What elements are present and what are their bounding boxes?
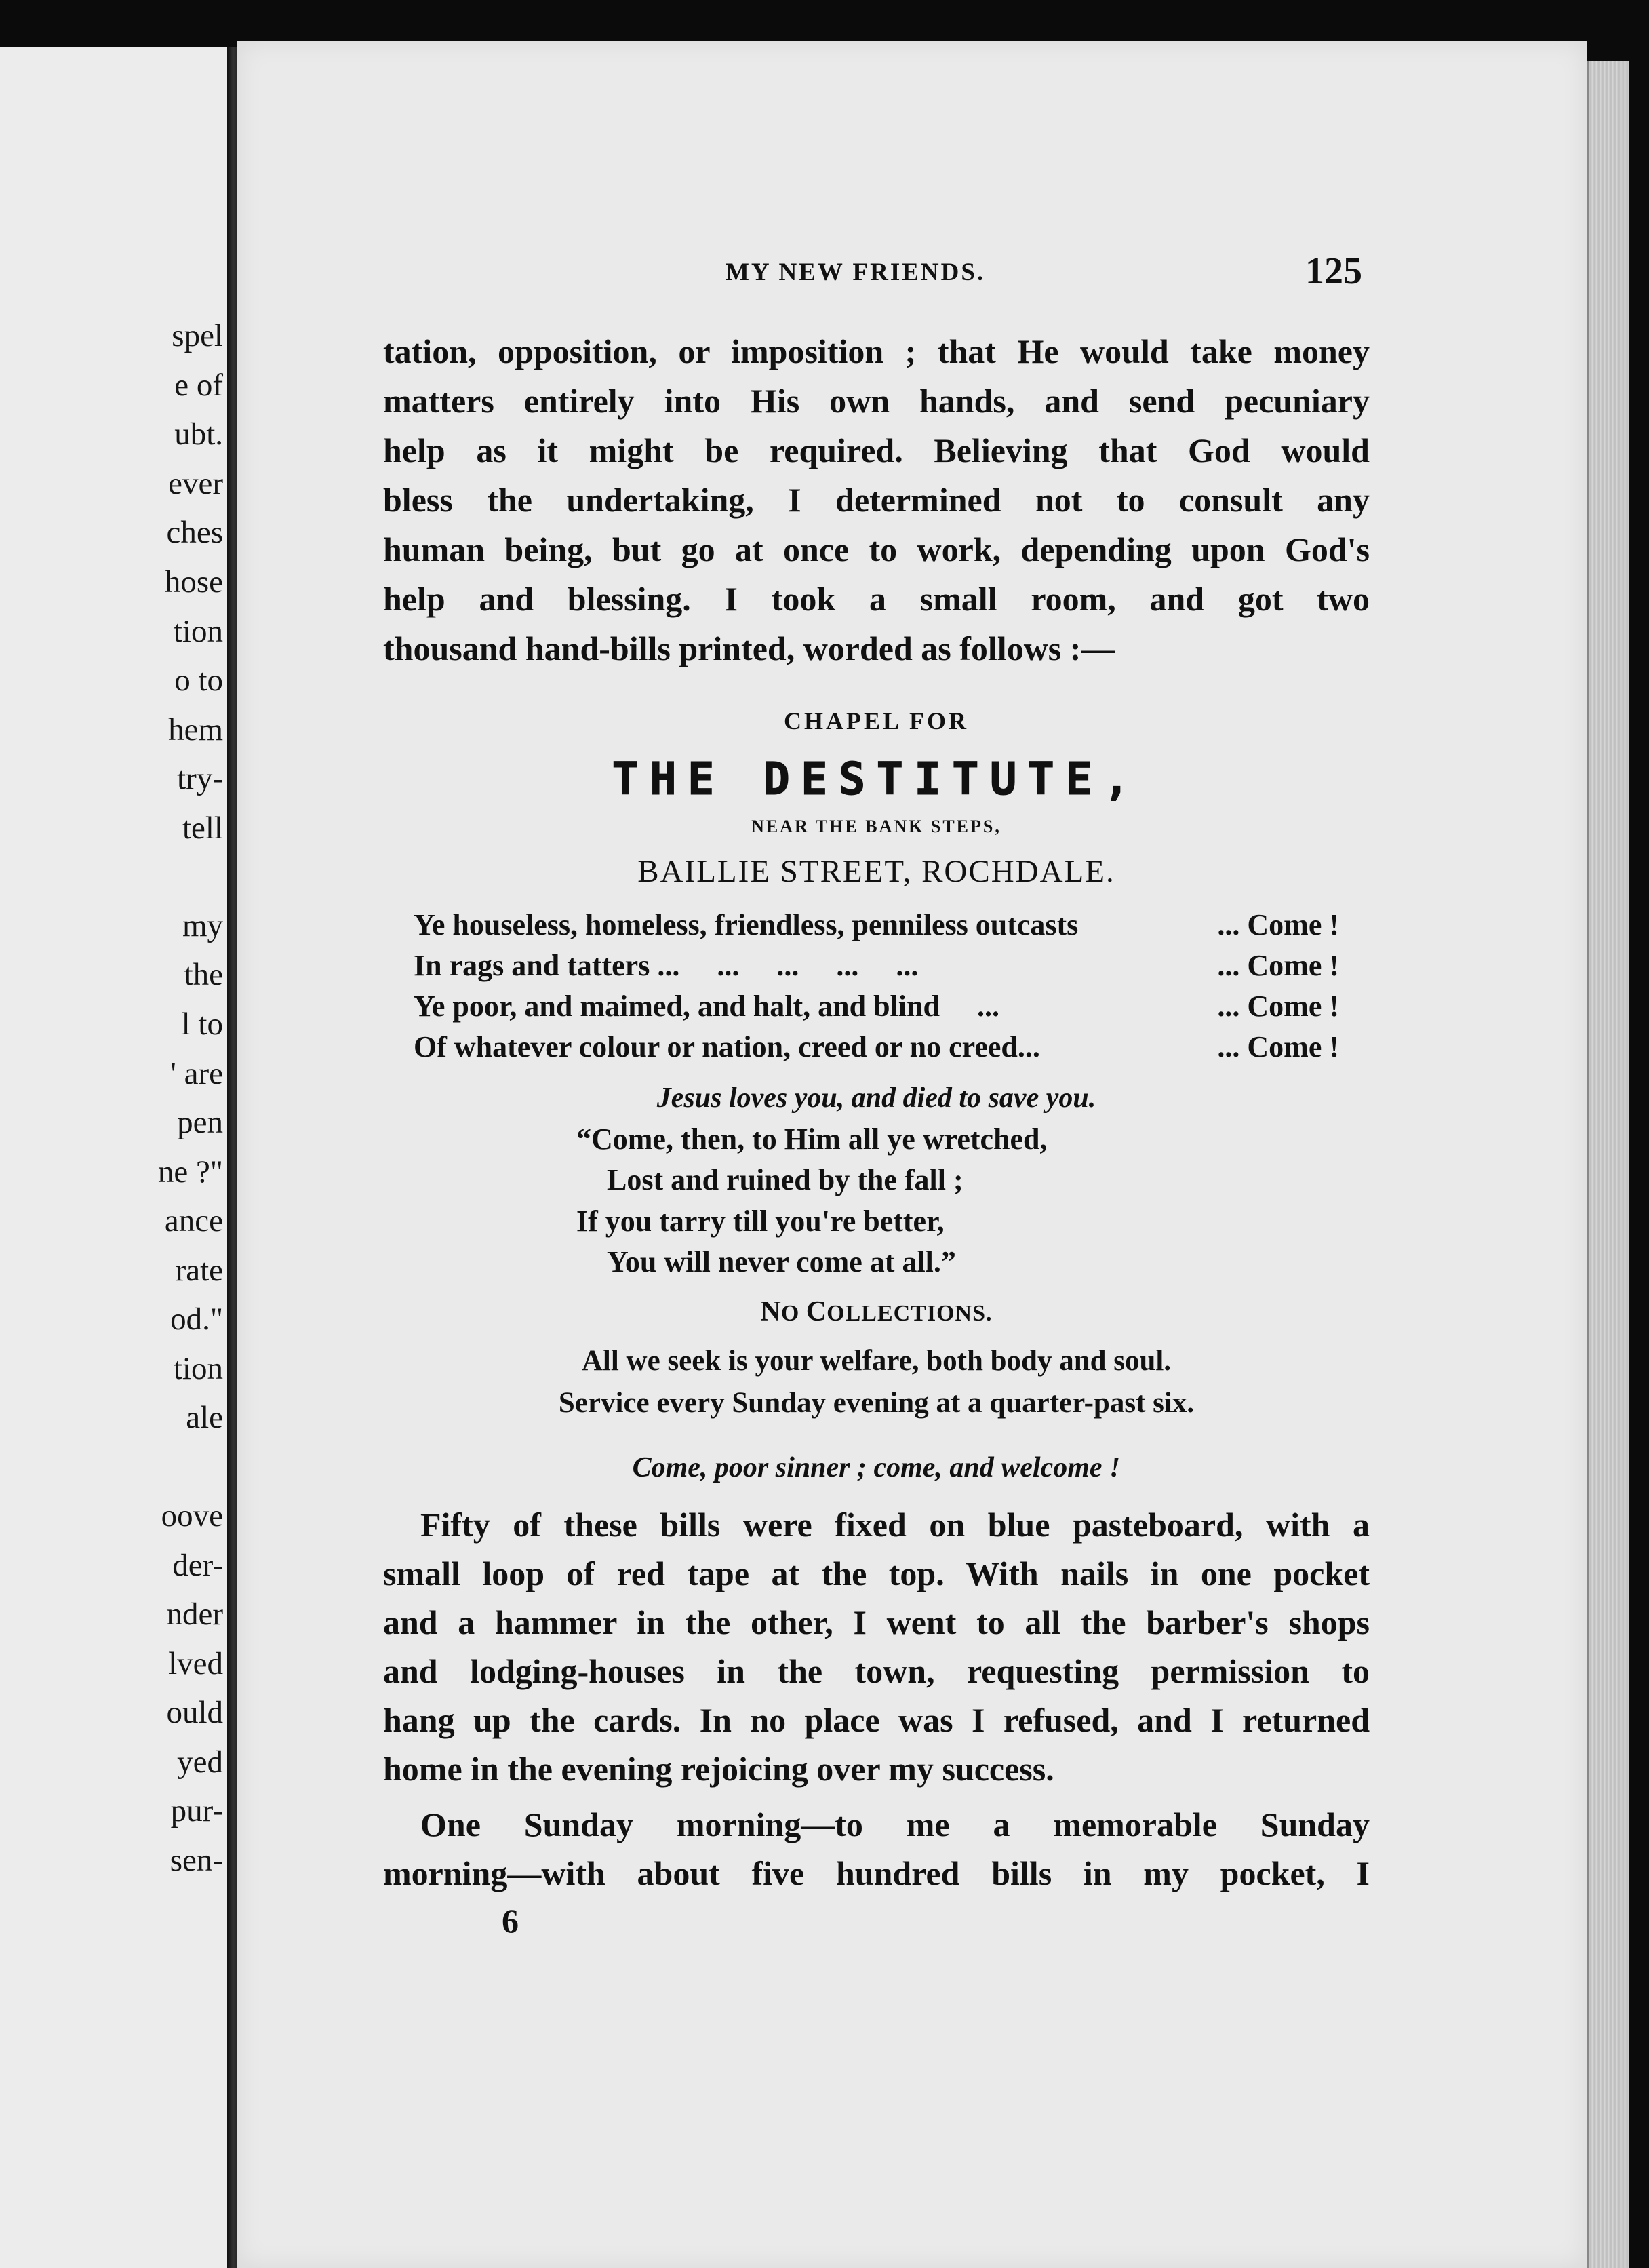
left-fragment: sen- bbox=[170, 1843, 223, 1878]
body-line: human being, but go at once to work, depending upon God's bbox=[383, 530, 1370, 568]
body-line: bless the undertaking, I determined not to consult any bbox=[383, 481, 1370, 519]
no-collections-part: N bbox=[760, 1296, 781, 1327]
left-fragment: my bbox=[182, 908, 223, 943]
body-line: matters entirely into His own hands, and send pecuniary bbox=[383, 382, 1370, 420]
left-fragment: rate bbox=[175, 1253, 223, 1288]
handbill-row-come: ... Come ! bbox=[1217, 1030, 1339, 1063]
handbill-row bbox=[414, 1030, 1339, 1064]
left-fragment: the bbox=[184, 957, 223, 992]
handbill-row-text: In rags and tatters ... ... ... ... ... bbox=[414, 949, 919, 982]
left-fragment: tion bbox=[173, 614, 223, 649]
body-line: One Sunday morning—to me a memorable Sunday bbox=[420, 1805, 1370, 1843]
body-line: home in the evening rejoicing over my success. bbox=[383, 1750, 1054, 1788]
handbill-street: BAILLIE STREET, ROCHDALE. bbox=[637, 854, 1115, 889]
hymn-line: Lost and ruined by the fall ; bbox=[607, 1163, 963, 1196]
left-fragment: ever bbox=[168, 466, 223, 501]
no-collections-part: O bbox=[780, 1301, 806, 1326]
running-head: MY NEW FRIENDS. bbox=[726, 258, 986, 286]
body-line: help and blessing. I took a small room, and got two bbox=[383, 580, 1370, 618]
body-line: tation, opposition, or imposition ; that He would take money bbox=[383, 332, 1370, 370]
page-number: 125 bbox=[1305, 250, 1362, 292]
handbill-service: Service every Sunday evening at a quarter-past six. bbox=[558, 1387, 1195, 1419]
left-fragment: e of bbox=[174, 368, 223, 403]
left-facing-page bbox=[0, 47, 231, 2268]
hymn-line: You will never come at all.” bbox=[607, 1245, 956, 1278]
left-fragment: hose bbox=[164, 564, 223, 600]
body-line: thousand hand-bills printed, worded as follows :— bbox=[383, 629, 1115, 667]
handbill-chapel-for: CHAPEL FOR bbox=[783, 707, 969, 735]
page-stack-edge bbox=[1587, 61, 1629, 2268]
signature-mark: 6 bbox=[502, 1902, 519, 1940]
body-line: help as it might be required. Believing that God would bbox=[383, 431, 1370, 469]
no-collections-part: OLLECTIONS. bbox=[827, 1301, 993, 1326]
left-fragment: o to bbox=[174, 663, 223, 698]
hymn-line: “Come, then, to Him all ye wretched, bbox=[576, 1122, 1048, 1156]
hymn-line: If you tarry till you're better, bbox=[576, 1205, 945, 1238]
left-fragment: ches bbox=[166, 515, 223, 550]
left-fragment: od." bbox=[170, 1302, 223, 1337]
body-line: and lodging-houses in the town, requesting permission to bbox=[383, 1652, 1370, 1690]
body-line: Fifty of these bills were fixed on blue pasteboard, with a bbox=[420, 1506, 1370, 1544]
handbill-title: THE DESTITUTE, bbox=[612, 753, 1141, 805]
handbill-row bbox=[414, 948, 1339, 983]
left-fragment: der- bbox=[172, 1548, 223, 1583]
body-line: morning—with about five hundred bills in my pocket, I bbox=[383, 1854, 1370, 1892]
left-fragment: tion bbox=[173, 1351, 223, 1386]
no-collections-part: C bbox=[806, 1296, 827, 1327]
handbill-row-text: Of whatever colour or nation, creed or no creed... bbox=[414, 1030, 1040, 1063]
handbill-welcome: Come, poor sinner ; come, and welcome ! bbox=[632, 1452, 1121, 1483]
left-fragment: l to bbox=[181, 1006, 223, 1042]
left-fragment: ubt. bbox=[174, 416, 223, 452]
left-fragment: pen bbox=[177, 1105, 223, 1140]
body-line: and a hammer in the other, I went to all the barber's shops bbox=[383, 1603, 1370, 1641]
handbill-row bbox=[414, 989, 1339, 1023]
handbill-row bbox=[414, 907, 1339, 942]
left-fragment: lved bbox=[168, 1646, 223, 1681]
handbill-welfare: All we seek is your welfare, both body and soul. bbox=[581, 1345, 1172, 1377]
handbill-row-text: Ye poor, and maimed, and halt, and blind ... bbox=[414, 990, 999, 1023]
left-fragment: hem bbox=[168, 712, 223, 747]
no-collections bbox=[383, 1295, 1370, 1328]
left-fragment: nder bbox=[166, 1597, 223, 1632]
left-fragment: try- bbox=[177, 761, 223, 796]
handbill-row-come: ... Come ! bbox=[1217, 990, 1339, 1023]
left-fragment: ould bbox=[166, 1695, 223, 1730]
handbill-jesus-line: Jesus loves you, and died to save you. bbox=[656, 1082, 1096, 1114]
left-fragment: ' are bbox=[170, 1056, 223, 1091]
left-fragment: spel bbox=[172, 318, 223, 353]
left-fragment: yed bbox=[177, 1744, 223, 1780]
body-line: hang up the cards. In no place was I refused, and I returned bbox=[383, 1701, 1370, 1739]
body-line: small loop of red tape at the top. With nails in one pocket bbox=[383, 1555, 1370, 1592]
handbill-row-come: ... Come ! bbox=[1217, 908, 1339, 941]
left-fragment: ance bbox=[164, 1203, 223, 1238]
handbill-near: NEAR THE BANK STEPS, bbox=[751, 817, 1001, 836]
left-fragment: ne ?" bbox=[157, 1154, 223, 1190]
handbill-row-come: ... Come ! bbox=[1217, 949, 1339, 982]
left-fragment: pur- bbox=[170, 1793, 223, 1829]
left-fragment: ale bbox=[186, 1400, 223, 1435]
left-fragment: tell bbox=[182, 810, 223, 846]
handbill-row-text: Ye houseless, homeless, friendless, penniless outcasts bbox=[414, 908, 1079, 941]
left-fragment: oove bbox=[161, 1498, 223, 1533]
